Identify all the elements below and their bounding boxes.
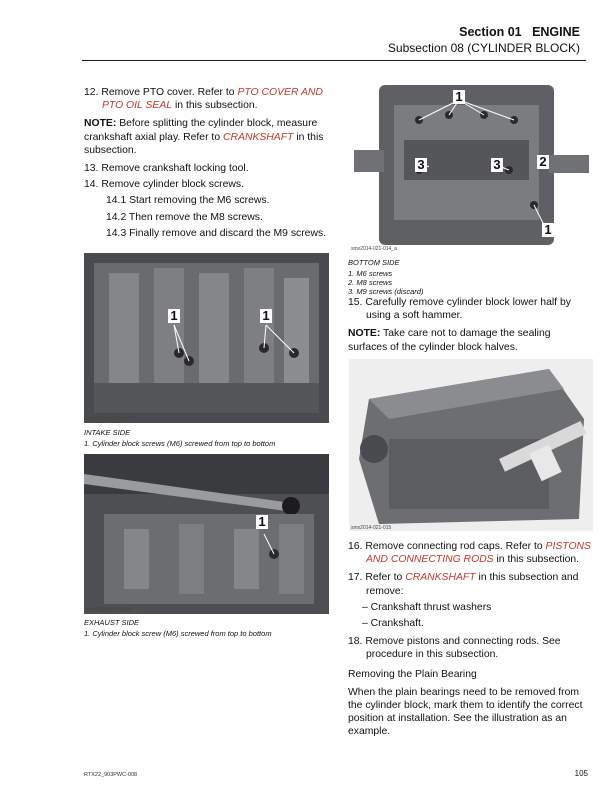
bottom-caption-item-3: 3. M9 screws (discard) [348,287,424,297]
step-16: 16. Remove connecting rod caps. Refer to PISTONS AND CONNECTING RODS in this subsection. [348,541,591,566]
bottom-figure-code: smx2014-021-014_a [351,246,397,252]
bullet-thrust-washers: – Crankshaft thrust washers [362,601,492,613]
exhaust-caption [84,616,328,638]
exhaust-caption-title: EXHAUST SIDE [84,618,140,627]
bottom-caption-title: BOTTOM SIDE [348,258,400,267]
right-column-text-upper [348,296,592,354]
step-15: 15. Carefully remove cylinder block lower half by using a soft hammer. [348,297,571,322]
callout-1-exhaust: 1 [256,515,268,529]
intake-figure-code: smx2014-021-012_a [86,416,132,422]
intake-caption-title: INTAKE SIDE [84,428,131,437]
crankshaft-link[interactable]: CRANKSHAFT [223,131,294,143]
step-14-1: 14.1 Start removing the M6 screws. [106,195,270,207]
soft-hammer-figure [349,359,593,531]
page-number: 105 [574,769,588,778]
exhaust-side-figure [84,454,329,614]
callout-2: 2 [537,155,549,169]
crankshaft-link-2[interactable]: CRANKSHAFT [405,572,476,584]
bottom-caption [348,256,592,296]
section-title: Section 01 ENGINE [459,25,580,39]
intake-side-figure [84,253,329,423]
callout-1-right: 1 [260,309,272,323]
bottom-side-figure [349,80,593,252]
bullet-crankshaft: – Crankshaft. [362,618,424,630]
note-axial-play: NOTE: Before splitting the cylinder block, measure crankshaft axial play. Refer to CRANKSHAFT in this subsection. [84,118,324,156]
plain-bearing-paragraph: When the plain bearings need to be removed from the cylinder block, mark them to identify the correct position at installation. See the illustration as an example. [348,686,583,738]
callout-3-left: 3 [415,158,427,172]
step-14-2: 14.2 Then remove the M8 screws. [106,211,263,223]
left-column-text [84,86,328,240]
section-heading: Removing the Plain Bearing [348,668,477,680]
bottom-caption-item-2: 2. M8 screws [348,278,393,288]
intake-engine-image [84,253,329,423]
hammer-engine-image [349,359,593,531]
footer-doc-code: RTX22_903PWC-008 [84,772,138,778]
step-12: 12. Remove PTO cover. Refer to PTO COVER AND PTO OIL SEAL in this subsection. [84,87,323,112]
step-14: 14. Remove cylinder block screws. [84,179,244,191]
callout-1-left: 1 [168,309,180,323]
step-17: 17. Refer to CRANKSHAFT in this subsection and remove: [348,572,579,597]
pto-cover-link[interactable]: PTO COVER AND PTO OIL SEAL [102,87,323,112]
header-rule [82,60,586,61]
note-sealing: NOTE: Take care not to damage the sealing surfaces of the cylinder block halves. [348,328,551,353]
right-column-text-lower [348,540,592,739]
pistons-link[interactable]: PISTONS AND CONNECTING RODS [366,541,591,566]
exhaust-engine-image [84,454,329,614]
callout-1-top: 1 [453,90,465,104]
step-14-3: 14.3 Finally remove and discard the M9 screws. [106,227,327,239]
intake-caption [84,426,328,448]
callout-1-bottom: 1 [542,223,554,237]
page-header [388,24,580,56]
intake-caption-item: 1. Cylinder block screws (M6) screwed from top to bottom [84,439,276,449]
hammer-figure-code: smx2014-021-015 [351,525,392,531]
subsection-title: Subsection 08 (CYLINDER BLOCK) [387,41,580,55]
step-13: 13. Remove crankshaft locking tool. [84,163,249,175]
bottom-caption-item-1: 1. M6 screws [348,269,393,279]
exhaust-caption-item: 1. Cylinder block screw (M6) screwed from top to bottom [84,629,272,639]
exhaust-figure-code: smx2014-021-013_a [86,607,132,613]
bottom-engine-image [349,80,593,252]
callout-3-right: 3 [491,158,503,172]
step-18: 18. Remove pistons and connecting rods. See procedure in this subsection. [348,636,561,661]
